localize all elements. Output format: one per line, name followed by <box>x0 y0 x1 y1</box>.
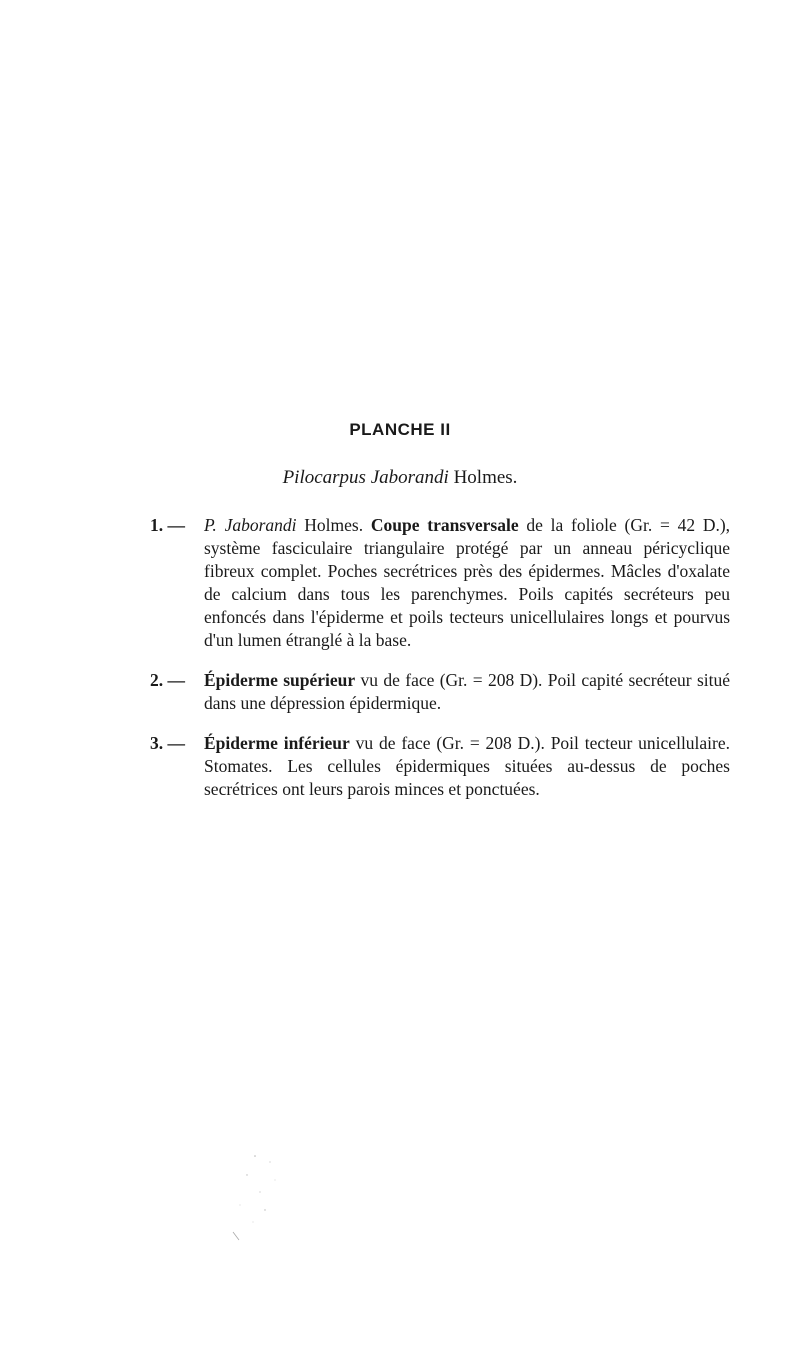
entry-text <box>154 514 730 652</box>
entry-number: 2. — <box>150 670 185 690</box>
species-heading <box>0 467 800 489</box>
paper-speckles <box>225 1150 295 1245</box>
entry-species-abbr: P. Jaborandi <box>204 515 297 535</box>
plate-legend <box>150 514 730 818</box>
species-author: Holmes. <box>453 467 518 488</box>
entry-species-author: Holmes. <box>304 515 364 535</box>
entry-description: vu de face (Gr. = 208 D.). Poil tecteur unicellulaire. Stomates. Les cellules épidermiques situées au-dessus de poches secrétrices ont leurs parois minces et ponctuées. <box>204 733 731 799</box>
legend-entry-2 <box>150 669 730 715</box>
legend-entry-3 <box>150 732 730 801</box>
entry-text <box>154 732 730 801</box>
entry-number: 3. — <box>150 733 185 753</box>
plate-title: PLANCHE II <box>349 420 451 439</box>
entry-text <box>154 669 730 715</box>
entry-lead: Épiderme inférieur <box>204 733 350 753</box>
legend-entry-1 <box>150 514 730 652</box>
entry-number: 1. — <box>150 515 185 535</box>
entry-lead: Coupe transversale <box>370 515 519 535</box>
entry-description: de la foliole (Gr. = 42 D.), système fasciculaire triangulaire protégé par un anneau péricyclique fibreux complet. Poches secrétrices près des épidermes. Mâcles d'oxalate de calcium dans tous les parenchymes. Poils capités secréteurs peu enfoncés dans l'épiderme et poils tecteurs unicellulaires longs et pourvus d'un lumen étranglé à la base. <box>204 515 731 650</box>
species-name: Pilocarpus Jaborandi <box>282 467 449 488</box>
entry-description: vu de face (Gr. = 208 D). Poil capité secréteur situé dans une dépression épidermique. <box>204 670 730 713</box>
entry-lead: Épiderme supérieur <box>204 670 356 690</box>
